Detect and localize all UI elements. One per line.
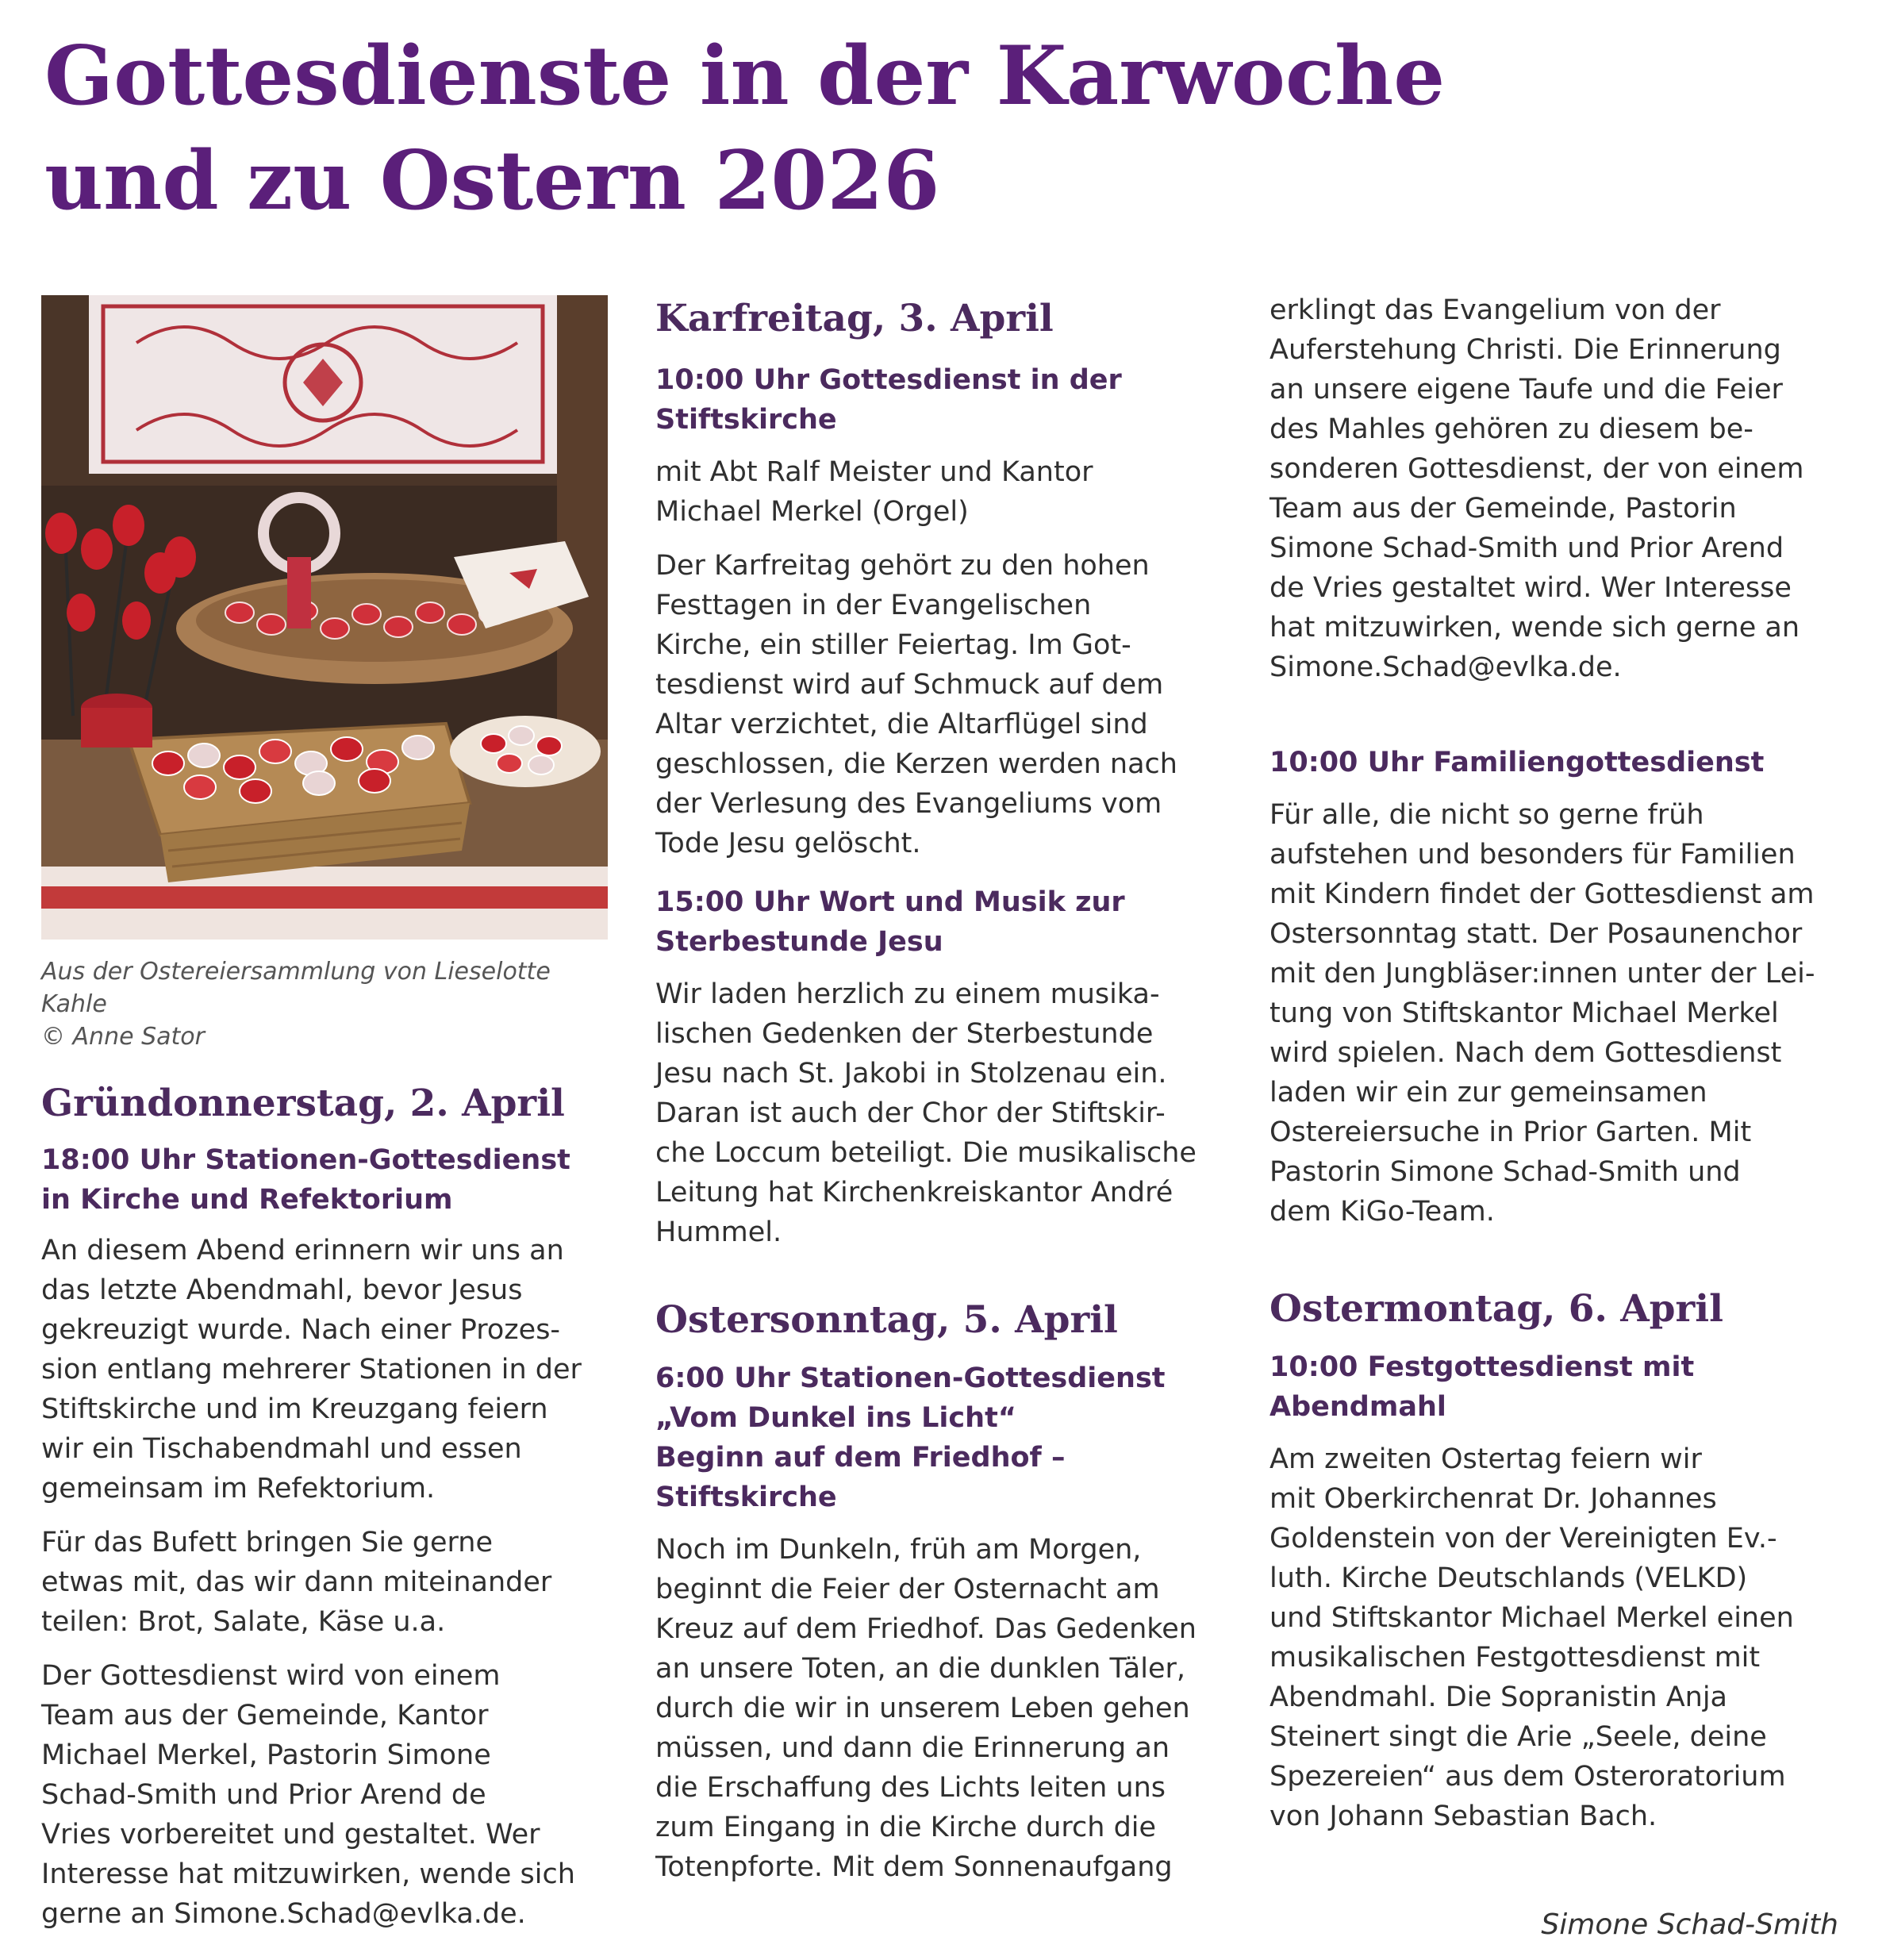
gruendonnerstag-paragraph-1: [41, 1231, 620, 1508]
text-line: teilen: Brot, Salate, Käse u.a.: [41, 1606, 446, 1638]
text-line: Team aus der Gemeinde, Pastorin: [1269, 493, 1737, 525]
text-line: sonderen Gottesdienst, der von einem: [1269, 453, 1804, 485]
text-line: tesdienst wird auf Schmuck auf dem: [655, 669, 1164, 701]
text-line: Daran ist auch der Chor der Stiftskir-: [655, 1097, 1166, 1129]
gruendonnerstag-paragraph-2: [41, 1523, 620, 1642]
page-title: [44, 24, 1790, 233]
ostersonntag-paragraph-1-continued: [1269, 290, 1849, 687]
text-line: Für das Bufett bringen Sie gerne: [41, 1527, 493, 1558]
text-line: aufstehen und besonders für Familien: [1269, 839, 1796, 870]
text-line: an unsere Toten, an die dunklen Täler,: [655, 1653, 1185, 1685]
photo-caption: [41, 955, 620, 1053]
gruendonnerstag-heading: Gründonnerstag, 2. April: [41, 1082, 565, 1125]
text-line: Tode Jesu gelöscht.: [655, 828, 921, 859]
easter-eggs-illustration: [41, 295, 608, 940]
ostersonntag-heading: Ostersonntag, 5. April: [655, 1298, 1118, 1342]
text-line: Der Gottesdienst wird von einem: [41, 1660, 501, 1692]
karfreitag-service-1-heading: [655, 360, 1243, 440]
text-line: Altar verzichtet, die Altarflügel sind: [655, 709, 1148, 740]
text-line: hat mitzuwirken, wende sich gerne an: [1269, 612, 1800, 644]
text-line: Vries vorbereitet und gestaltet. Wer: [41, 1819, 540, 1850]
text-line: Interesse hat mitzuwirken, wende sich: [41, 1858, 575, 1890]
ostersonntag-service-2-heading: 10:00 Uhr Familiengottesdienst: [1269, 747, 1765, 778]
text-line: Totenpforte. Mit dem Sonnenaufgang: [655, 1851, 1173, 1883]
column-left: [41, 295, 620, 1934]
text-line: lischen Gedenken der Sterbestunde: [655, 1018, 1154, 1050]
text-line: Pastorin Simone Schad-Smith und: [1269, 1156, 1741, 1188]
ostersonntag-service-1-line-1: 6:00 Uhr Stationen-Gottesdienst: [655, 1362, 1166, 1394]
karfreitag-service-2-heading: [655, 882, 1243, 962]
text-line: Michael Merkel, Pastorin Simone: [41, 1739, 491, 1771]
text-line: Ostereiersuche in Prior Garten. Mit: [1269, 1116, 1752, 1148]
text-line: Spezereien“ aus dem Osteroratorium: [1269, 1761, 1786, 1793]
text-line: mit Oberkirchenrat Dr. Johannes: [1269, 1483, 1717, 1515]
text-line: etwas mit, das wir dann miteinander: [41, 1566, 552, 1598]
text-line: Festtagen in der Evangelischen: [655, 590, 1092, 621]
karfreitag-service-1-line-2: Stiftskirche: [655, 404, 837, 436]
text-line: mit den Jungbläser:innen unter der Lei-: [1269, 958, 1815, 990]
ostermontag-heading: Ostermontag, 6. April: [1269, 1287, 1724, 1331]
text-line: die Erschaffung des Lichts leiten uns: [655, 1772, 1166, 1804]
text-line: Leitung hat Kirchenkreiskantor André: [655, 1177, 1173, 1209]
text-line: Noch im Dunkeln, früh am Morgen,: [655, 1534, 1142, 1566]
text-line: dem KiGo-Team.: [1269, 1196, 1495, 1228]
page-title-line-2: und zu Ostern 2026: [44, 133, 940, 229]
ostersonntag-paragraph-1: [655, 1530, 1243, 1887]
gruendonnerstag-service-heading: [41, 1140, 620, 1220]
text-line: Hummel.: [655, 1216, 782, 1248]
text-line: Der Karfreitag gehört zu den hohen: [655, 550, 1150, 582]
text-line: des Mahles gehören zu diesem be-: [1269, 413, 1753, 445]
text-line: Simone.Schad@evlka.de.: [1269, 651, 1622, 683]
text-line: Abendmahl. Die Sopranistin Anja: [1269, 1681, 1728, 1713]
text-line: erklingt das Evangelium von der: [1269, 294, 1721, 326]
ostersonntag-service-1-line-3: Beginn auf dem Friedhof –: [655, 1442, 1066, 1474]
text-line: laden wir ein zur gemeinsamen: [1269, 1077, 1707, 1109]
text-line: zum Eingang in die Kirche durch die: [655, 1812, 1157, 1843]
text-line: mit Abt Ralf Meister und Kantor: [655, 456, 1093, 488]
text-line: wird spielen. Nach dem Gottesdienst: [1269, 1037, 1782, 1069]
karfreitag-heading: Karfreitag, 3. April: [655, 297, 1054, 340]
text-line: von Johann Sebastian Bach.: [1269, 1801, 1657, 1832]
text-line: Für alle, die nicht so gerne früh: [1269, 799, 1704, 831]
text-line: der Verlesung des Evangeliums vom: [655, 788, 1162, 820]
text-line: luth. Kirche Deutschlands (VELKD): [1269, 1562, 1748, 1594]
ostermontag-service-line-1: 10:00 Festgottesdienst mit: [1269, 1351, 1695, 1383]
karfreitag-service-1-line-1: 10:00 Uhr Gottesdienst in der: [655, 364, 1122, 396]
text-line: gekreuzigt wurde. Nach einer Prozes-: [41, 1314, 561, 1346]
text-line: Kirche, ein stiller Feiertag. Im Got-: [655, 629, 1131, 661]
text-line: Kreuz auf dem Friedhof. Das Gedenken: [655, 1613, 1197, 1645]
gruendonnerstag-paragraph-3: [41, 1656, 620, 1934]
gruendonnerstag-service-line-2: in Kirche und Refektorium: [41, 1184, 453, 1216]
text-line: Wir laden herzlich zu einem musika-: [655, 978, 1160, 1010]
text-line: und Stiftskantor Michael Merkel einen: [1269, 1602, 1794, 1634]
karfreitag-paragraph-1: [655, 452, 1243, 532]
karfreitag-service-2-line-2: Sterbestunde Jesu: [655, 926, 943, 958]
text-line: che Loccum beteiligt. Die musikalische: [655, 1137, 1197, 1169]
ostersonntag-service-1-line-4: Stiftskirche: [655, 1482, 837, 1513]
ostersonntag-service-1-heading: [655, 1359, 1243, 1517]
gruendonnerstag-service-line-1: 18:00 Uhr Stationen-Gottesdienst: [41, 1144, 570, 1176]
text-line: wir ein Tischabendmahl und essen: [41, 1433, 522, 1465]
text-line: müssen, und dann die Erinnerung an: [655, 1732, 1170, 1764]
text-line: Ostersonntag statt. Der Posaunenchor: [1269, 918, 1803, 950]
column-right: [1269, 290, 1849, 1836]
text-line: Jesu nach St. Jakobi in Stolzenau ein.: [655, 1058, 1167, 1090]
photo-caption-line-1: Aus der Ostereiersammlung von Lieselotte Kahle: [41, 958, 551, 1018]
text-line: gerne an Simone.Schad@evlka.de.: [41, 1898, 526, 1930]
ostersonntag-service-1-line-2: „Vom Dunkel ins Licht“: [655, 1402, 1016, 1434]
text-line: de Vries gestaltet wird. Wer Interesse: [1269, 572, 1792, 604]
text-line: Auferstehung Christi. Die Erinnerung: [1269, 334, 1781, 366]
karfreitag-service-2-line-1: 15:00 Uhr Wort und Musik zur: [655, 886, 1125, 918]
karfreitag-paragraph-2: [655, 546, 1243, 863]
text-line: durch die wir in unserem Leben gehen: [655, 1693, 1190, 1724]
text-line: an unsere eigene Taufe und die Feier: [1269, 374, 1783, 405]
text-line: Stiftskirche und im Kreuzgang feiern: [41, 1393, 548, 1425]
author-signature: Simone Schad-Smith: [1541, 1908, 1838, 1941]
photo-credit: © Anne Sator: [41, 1023, 205, 1051]
ostersonntag-paragraph-2: [1269, 795, 1849, 1232]
ostermontag-paragraph-1: [1269, 1439, 1849, 1836]
text-line: gemeinsam im Refektorium.: [41, 1473, 436, 1505]
text-line: An diesem Abend erinnern wir uns an: [41, 1235, 564, 1266]
ostermontag-service-heading: [1269, 1347, 1849, 1427]
text-line: beginnt die Feier der Osternacht am: [655, 1574, 1160, 1605]
text-line: geschlossen, die Kerzen werden nach: [655, 748, 1177, 780]
text-line: Schad-Smith und Prior Arend de: [41, 1779, 486, 1811]
text-line: Goldenstein von der Vereinigten Ev.-: [1269, 1523, 1777, 1555]
text-line: mit Kindern findet der Gottesdienst am: [1269, 878, 1815, 910]
karfreitag-paragraph-3: [655, 974, 1243, 1252]
text-line: tung von Stiftskantor Michael Merkel: [1269, 997, 1779, 1029]
text-line: Simone Schad-Smith und Prior Arend: [1269, 532, 1784, 564]
column-middle: [655, 295, 1243, 1887]
text-line: sion entlang mehrerer Stationen in der: [41, 1354, 582, 1385]
ostermontag-service-line-2: Abendmahl: [1269, 1391, 1446, 1423]
text-line: das letzte Abendmahl, bevor Jesus: [41, 1274, 523, 1306]
easter-eggs-photo: [41, 295, 608, 940]
text-line: Steinert singt die Arie „Seele, deine: [1269, 1721, 1767, 1753]
text-line: musikalischen Festgottesdienst mit: [1269, 1642, 1761, 1674]
text-line: Michael Merkel (Orgel): [655, 496, 969, 528]
text-line: Team aus der Gemeinde, Kantor: [41, 1700, 489, 1731]
page-title-line-1: Gottesdienste in der Karwoche: [44, 29, 1446, 124]
text-line: Am zweiten Ostertag feiern wir: [1269, 1443, 1702, 1475]
